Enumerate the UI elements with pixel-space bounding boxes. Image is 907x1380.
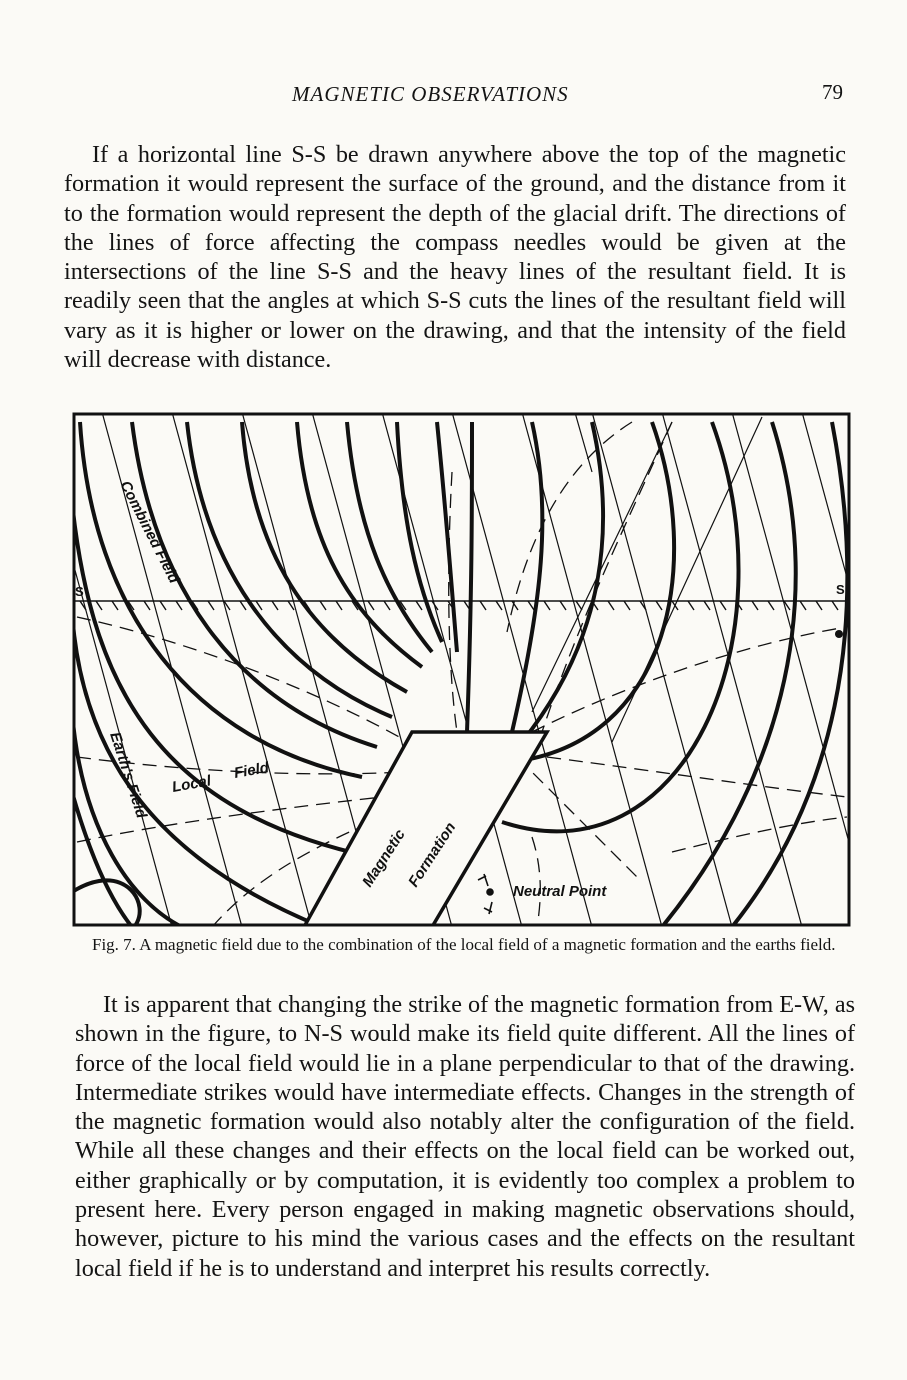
body-paragraph-1 <box>64 140 846 374</box>
label-earths-field: Earth's Field <box>106 729 150 821</box>
running-title: MAGNETIC OBSERVATIONS <box>292 82 569 106</box>
page-header <box>0 82 907 112</box>
paragraph-2-text: It is apparent that changing the strike of the magnetic formation from E-W, as shown in the figure, to N-S would make its field quite different. All the lines of force of the local field would lie in a plane perpendicular to that of the drawing. Intermediate strikes would have intermediate effects. Changes in the strength of the magnetic formation would also notably alter the configuration of the field. While all these changes and their effects on the local field can be worked out, either graphically or by computation, it is evidently too complex a problem to present here. Every person engaged in making magnetic observations should, however, picture to his mind the various cases and the effects on the resultant local field if he is to understand and interpret his results correctly. <box>75 991 855 1282</box>
page-number: 79 <box>822 80 843 104</box>
field-dot <box>835 630 843 638</box>
label-magnetic: Magnetic <box>359 826 409 891</box>
figure-7 <box>72 412 851 927</box>
magnetic-field-diagram <box>72 412 851 927</box>
label-formation: Formation <box>405 819 460 891</box>
neutral-point-marker <box>478 874 493 914</box>
figure-caption <box>64 934 856 955</box>
paragraph-1-text: If a horizontal line S-S be drawn anywhere above the top of the magnetic formation it would represent the surface of the ground, and the distance from it to the formation would represent the depth of the glacial drift. The directions of the lines of force affecting the compass needles would be given at the intersections of the line S-S and the heavy lines of the resultant field. It is readily seen that the angles at which S-S cuts the lines of the resultant field will vary as it is higher or lower on the drawing, and that the intensity of the field will decrease with distance. <box>64 141 846 374</box>
label-s-left: S <box>75 584 84 599</box>
label-local: Local <box>170 772 213 796</box>
label-combined-field: Combined Field <box>116 478 183 587</box>
caption-text: Fig. 7. A magnetic field due to the combination of the local field of a magnetic formation and the earths field. <box>92 935 836 954</box>
label-field: Field <box>232 759 271 782</box>
magnetic-formation-block <box>304 732 547 927</box>
body-paragraph-2 <box>75 990 855 1283</box>
label-neutral-point: Neutral Point <box>513 883 607 900</box>
label-s-right: S <box>836 582 845 597</box>
